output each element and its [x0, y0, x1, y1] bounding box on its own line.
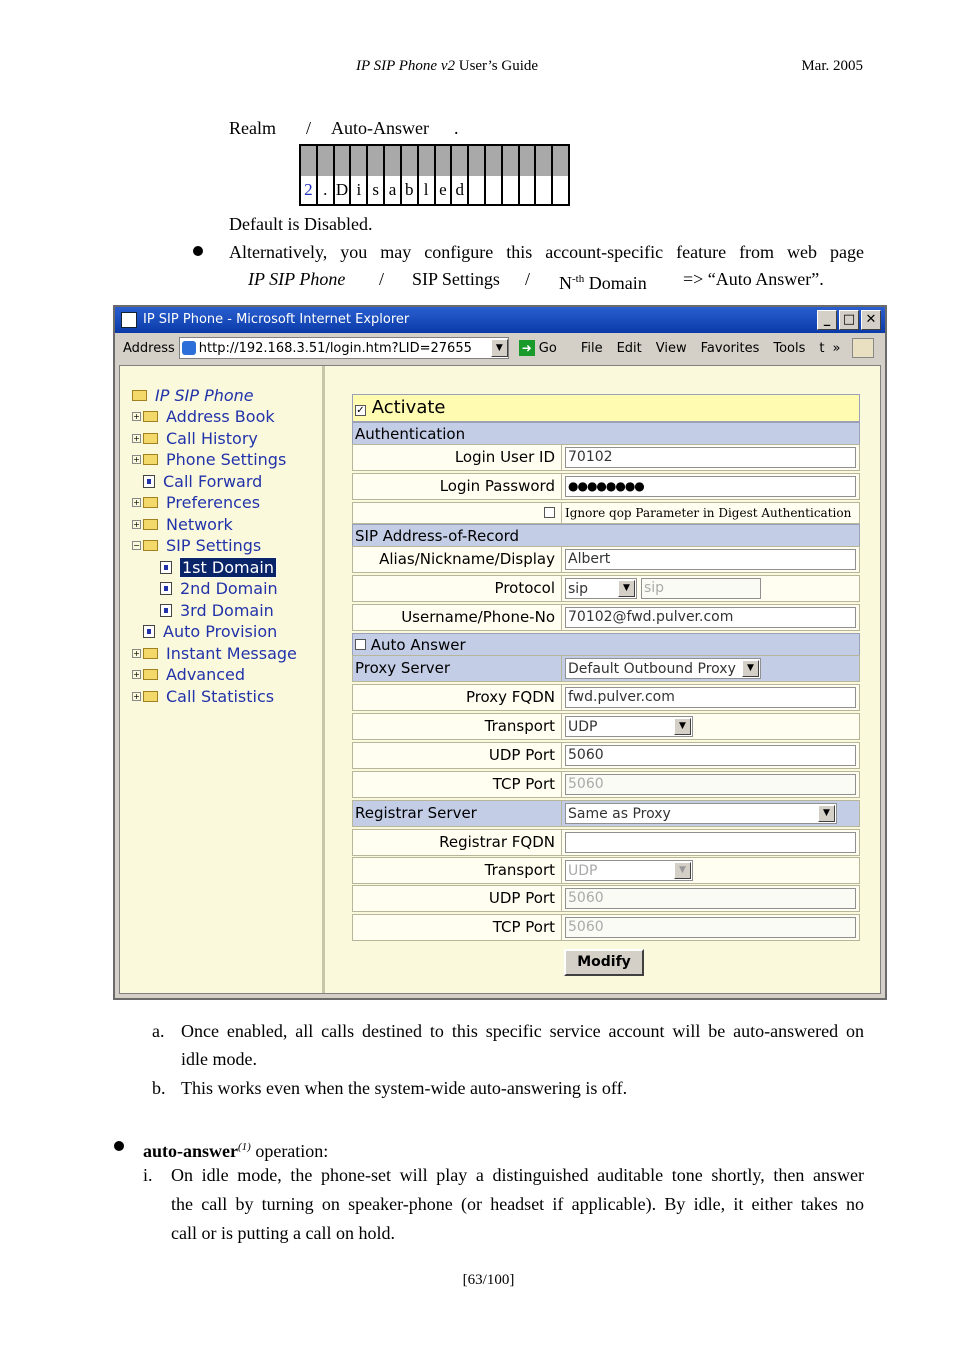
go-arrow-icon[interactable]: ➜ — [519, 340, 535, 356]
collapse-icon[interactable]: − — [133, 541, 140, 550]
tree-label: Address Book — [166, 407, 275, 426]
lcd-cell: a — [385, 176, 402, 204]
folder-icon — [143, 669, 158, 680]
list-a-line1: Once enabled, all calls destined to this specific service account will be auto-answered on — [181, 1021, 864, 1041]
page-number: [63/100] — [462, 1272, 515, 1288]
folder-icon — [143, 411, 158, 422]
lcd-cell — [520, 176, 537, 204]
transport-select[interactable] — [565, 716, 693, 737]
row-ignore-qop — [352, 502, 860, 524]
realm-slash: / — [306, 118, 312, 138]
section-authentication: Authentication — [352, 422, 860, 446]
tree-item-preferences[interactable] — [132, 493, 260, 512]
default-text: Default is Disabled. — [229, 214, 373, 234]
row-tcp-port — [352, 771, 860, 798]
expand-icon[interactable]: + — [133, 670, 140, 679]
path-ip-sip-phone: IP SIP Phone — [248, 269, 346, 289]
tree-label: Call Forward — [163, 472, 263, 491]
path-domain: Domain — [584, 273, 647, 293]
ignore-qop-checkbox-cell — [352, 502, 562, 524]
reg-transport-value: UDP — [568, 862, 598, 879]
lcd-row-1 — [301, 146, 568, 176]
expand-icon[interactable]: + — [133, 649, 140, 658]
reg-tcp-port-label: TCP Port — [352, 914, 562, 941]
reg-tcp-port-input: 5060 — [565, 917, 856, 938]
folder-icon — [143, 648, 158, 659]
protocol-field: sip — [641, 578, 761, 599]
list-a-line2: idle mode. — [181, 1049, 257, 1069]
path-sep-1: / — [379, 269, 385, 289]
row-registrar-server — [352, 800, 860, 827]
registrar-server-value: Same as Proxy — [568, 805, 671, 822]
reg-transport-label: Transport — [352, 857, 562, 884]
tree-root-label: IP SIP Phone — [155, 386, 254, 405]
lcd-cell: 2 — [301, 176, 318, 204]
menu-file[interactable]: File — [580, 340, 603, 356]
tree-label: Auto Provision — [163, 622, 278, 641]
chevron-down-icon[interactable]: ▼ — [674, 718, 691, 735]
windows-logo-icon — [852, 338, 874, 358]
address-label: Address — [123, 340, 175, 356]
proxy-fqdn-input[interactable]: fwd.pulver.com — [565, 687, 856, 708]
address-bar — [119, 335, 881, 361]
menu-edit[interactable]: Edit — [616, 340, 642, 356]
nav-tree — [120, 366, 325, 993]
tree-label: Call Statistics — [166, 687, 275, 706]
tree-item-instant-message[interactable] — [132, 644, 297, 663]
tree-root[interactable] — [132, 386, 254, 405]
minimize-icon[interactable]: _ — [817, 310, 837, 330]
op-sup: (1) — [238, 1141, 251, 1153]
window-titlebar — [115, 307, 885, 333]
folder-icon — [143, 519, 158, 530]
expand-icon[interactable]: + — [133, 692, 140, 701]
alias-input[interactable]: Albert — [565, 549, 856, 570]
intro-period: . — [454, 118, 459, 138]
browser-window — [113, 305, 887, 1000]
protocol-label: Protocol — [352, 575, 562, 602]
page-icon — [160, 582, 172, 595]
menu-tools[interactable]: Tools — [773, 340, 806, 356]
op-i-marker: i. — [143, 1165, 153, 1185]
row-login-user-id — [352, 444, 860, 471]
protocol-select[interactable] — [565, 578, 637, 599]
folder-icon — [132, 390, 147, 401]
expand-icon[interactable]: + — [133, 498, 140, 507]
page-content — [119, 365, 881, 994]
tree-item-call-history[interactable] — [132, 429, 258, 448]
product-name: IP SIP Phone v2 — [355, 58, 455, 74]
path-nth-domain — [559, 265, 647, 297]
expand-icon[interactable]: + — [133, 434, 140, 443]
menu-overflow-icon[interactable]: » — [832, 340, 841, 356]
row-login-password — [352, 473, 860, 500]
activate-row — [352, 394, 860, 422]
window-title: IP SIP Phone - Microsoft Internet Explorer — [143, 312, 410, 327]
expand-icon[interactable]: + — [133, 520, 140, 529]
udp-port-label: UDP Port — [352, 742, 562, 769]
lcd-cell — [503, 176, 520, 204]
header-title-rest: User’s Guide — [454, 58, 539, 74]
expand-icon[interactable]: + — [133, 412, 140, 421]
ignore-qop-checkbox[interactable] — [544, 507, 555, 518]
lcd-display — [299, 144, 570, 206]
auto-answer-label-form: Auto Answer — [370, 636, 466, 654]
tree-label: 2nd Domain — [180, 579, 278, 598]
row-username — [352, 604, 860, 631]
modify-button[interactable]: Modify — [564, 949, 644, 976]
lcd-cell: b — [402, 176, 419, 204]
page-icon — [143, 475, 155, 488]
maximize-icon[interactable]: □ — [839, 310, 859, 330]
op-i-line3: call or is putting a call on hold. — [171, 1223, 395, 1243]
row-proxy-fqdn — [352, 684, 860, 711]
tree-label: Network — [166, 515, 233, 534]
lcd-cell — [469, 176, 486, 204]
tree-item-call-statistics[interactable] — [132, 687, 274, 706]
tree-label-selected: 1st Domain — [182, 558, 274, 577]
row-transport — [352, 713, 860, 740]
auto-answer-label: Auto-Answer — [331, 118, 429, 138]
row-proxy-server — [352, 655, 860, 682]
bullet-icon — [114, 1141, 124, 1151]
row-protocol — [352, 575, 860, 602]
login-password-label: Login Password — [352, 473, 562, 500]
op-i-line2: the call by turning on speaker-phone (or headset if applicable). By idle, it either takes no — [171, 1194, 864, 1214]
username-input[interactable]: 70102@fwd.pulver.com — [565, 607, 856, 628]
tree-label: Call History — [166, 429, 258, 448]
registrar-server-select[interactable] — [565, 803, 837, 824]
chevron-down-icon[interactable]: ▼ — [491, 339, 508, 357]
path-sip-settings: SIP Settings — [412, 269, 500, 289]
page-header-date: Mar. 2005 — [801, 58, 863, 74]
tree-label: SIP Settings — [166, 536, 262, 555]
lcd-cell — [536, 176, 553, 204]
proxy-server-label: Proxy Server — [352, 655, 562, 682]
proxy-fqdn-label: Proxy FQDN — [352, 684, 562, 711]
row-alias — [352, 546, 860, 573]
go-button[interactable]: Go — [538, 340, 557, 356]
list-b-marker: b. — [152, 1078, 166, 1098]
menu-view[interactable]: View — [655, 340, 687, 356]
registrar-server-label: Registrar Server — [352, 800, 562, 827]
list-a-marker: a. — [152, 1021, 165, 1041]
auto-answer-checkbox[interactable] — [355, 639, 366, 650]
close-icon[interactable]: ✕ — [861, 310, 881, 330]
tree-label: Phone Settings — [166, 450, 287, 469]
list-b-text: This works even when the system-wide auto-answering is off. — [181, 1078, 628, 1098]
proxy-server-value: Default Outbound Proxy — [568, 660, 736, 677]
op-rest: operation: — [250, 1141, 329, 1161]
lcd-row-2 — [301, 176, 568, 204]
login-user-id-input[interactable]: 70102 — [565, 447, 856, 468]
username-label: Username/Phone-No — [352, 604, 562, 631]
page-icon — [160, 561, 172, 574]
op-i-line1: On idle mode, the phone-set will play a distinguished auditable tone shortly, then answer — [171, 1165, 864, 1185]
menu-help[interactable]: t — [819, 340, 825, 356]
tree-label: Instant Message — [166, 644, 297, 663]
tree-label: Preferences — [166, 493, 261, 512]
lcd-cell — [553, 176, 568, 204]
protocol-value: sip — [568, 580, 589, 597]
tree-item-auto-provision[interactable] — [143, 622, 277, 641]
activate-label: Activate — [371, 397, 446, 418]
tree-item-2nd-domain[interactable] — [160, 579, 278, 598]
op-bold: auto-answer — [143, 1141, 238, 1161]
tree-item-sip-settings[interactable] — [132, 536, 261, 555]
reg-transport-select — [565, 860, 693, 881]
page-icon — [160, 604, 172, 617]
tree-item-advanced[interactable] — [132, 665, 245, 684]
reg-udp-port-label: UDP Port — [352, 885, 562, 912]
path-sup: -th — [572, 273, 585, 285]
folder-icon — [143, 691, 158, 702]
lcd-cell: l — [419, 176, 436, 204]
login-password-input[interactable]: ●●●●●●●● — [565, 476, 856, 497]
row-reg-tcp-port — [352, 914, 860, 941]
lcd-cell: . — [318, 176, 335, 204]
section-sip-aor: SIP Address-of-Record — [352, 524, 860, 548]
expand-icon[interactable]: + — [133, 455, 140, 464]
proxy-server-select[interactable] — [565, 658, 761, 679]
ie-page-icon — [182, 341, 196, 355]
lcd-cell: s — [368, 176, 385, 204]
chevron-down-icon[interactable]: ▼ — [818, 805, 835, 822]
tree-item-call-forward[interactable] — [143, 472, 262, 491]
login-user-id-label: Login User ID — [352, 444, 562, 471]
chevron-down-icon: ▼ — [674, 862, 691, 879]
ignore-qop-label: Ignore qop Parameter in Digest Authentication — [562, 502, 860, 524]
path-sep-2: / — [525, 269, 531, 289]
path-n: N — [559, 273, 572, 293]
menu-favorites[interactable]: Favorites — [700, 340, 760, 356]
folder-icon — [143, 433, 158, 444]
lcd-cell — [486, 176, 503, 204]
chevron-down-icon[interactable]: ▼ — [742, 660, 759, 677]
ie-window-icon — [121, 312, 137, 328]
tcp-port-input: 5060 — [565, 774, 856, 795]
registrar-fqdn-label: Registrar FQDN — [352, 829, 562, 856]
auto-answer-row — [352, 633, 860, 657]
transport-value: UDP — [568, 718, 598, 735]
tree-item-network[interactable] — [132, 515, 233, 534]
tree-label: Advanced — [166, 665, 246, 684]
transport-label: Transport — [352, 713, 562, 740]
tree-label: 3rd Domain — [180, 601, 274, 620]
realm-label: Realm — [229, 118, 276, 138]
alias-label: Alias/Nickname/Display — [352, 546, 562, 573]
path-auto-answer: => “Auto Answer”. — [683, 269, 824, 289]
chevron-down-icon[interactable]: ▼ — [618, 580, 635, 597]
tree-item-1st-domain[interactable] — [160, 558, 276, 577]
address-url: http://192.168.3.51/login.htm?LID=27655 — [198, 340, 472, 356]
alt-bullet-text: Alternatively, you may configure this account-specific feature from web page — [229, 242, 864, 262]
tcp-port-label: TCP Port — [352, 771, 562, 798]
address-input[interactable] — [179, 337, 509, 359]
folder-icon — [143, 540, 158, 551]
udp-port-input[interactable]: 5060 — [565, 745, 856, 766]
folder-icon — [143, 454, 158, 465]
tree-item-phone-settings[interactable] — [132, 450, 286, 469]
reg-udp-port-input: 5060 — [565, 888, 856, 909]
bullet-icon — [193, 246, 203, 256]
page-icon — [143, 625, 155, 638]
row-reg-transport — [352, 857, 860, 884]
folder-icon — [143, 497, 158, 508]
lcd-cell: D — [335, 176, 352, 204]
row-registrar-fqdn — [352, 829, 860, 856]
page-header-title — [0, 58, 894, 75]
registrar-fqdn-input[interactable] — [565, 832, 856, 853]
row-udp-port — [352, 742, 860, 769]
lcd-cell: i — [351, 176, 368, 204]
activate-checkbox[interactable]: ✓ — [356, 405, 365, 416]
row-reg-udp-port — [352, 885, 860, 912]
tree-item-3rd-domain[interactable] — [160, 601, 274, 620]
lcd-cell: d — [452, 176, 469, 204]
lcd-cell: e — [436, 176, 453, 204]
tree-item-address-book[interactable] — [132, 407, 275, 426]
